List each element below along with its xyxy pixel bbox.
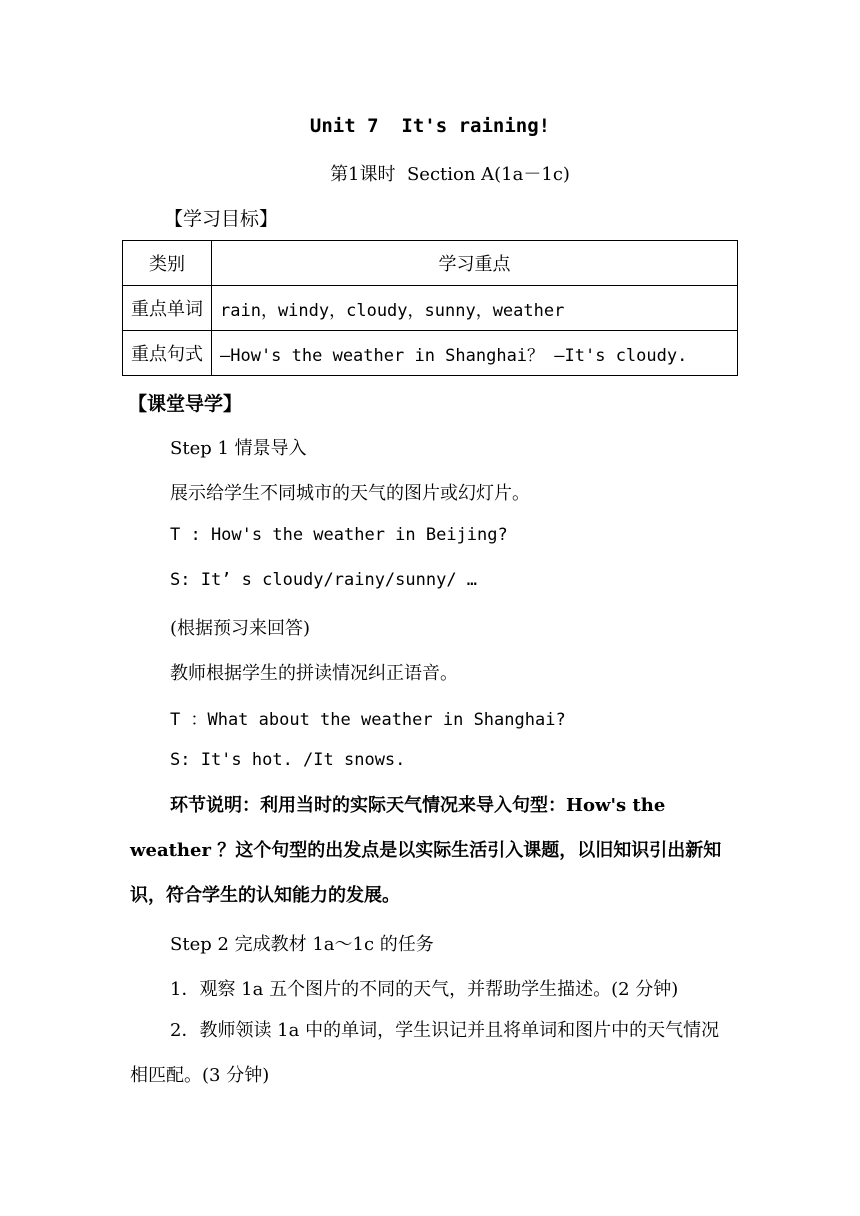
unit-title: Unit 7 It's raining! xyxy=(309,115,551,137)
lesson-subtitle: 第1课时 Section A(1a－1c) xyxy=(330,164,570,185)
step1-line: S: It's hot. /It snows. xyxy=(170,750,406,770)
step2-item: 2．教师领读 1a 中的单词，学生识记并且将单词和图片中的天气情况相匹配。(3 分钟) xyxy=(130,1020,720,1086)
step2-item: 1．观察 1a 五个图片的不同的天气，并帮助学生描述。(2 分钟) xyxy=(170,979,679,1000)
step1-line: (根据预习来回答) xyxy=(170,618,311,639)
step1-heading: Step 1 情景导入 xyxy=(170,438,307,459)
table-row xyxy=(123,331,738,376)
table-cell-category: 重点单词 xyxy=(123,286,212,331)
step1-line: 教师根据学生的拼读情况纠正语音。 xyxy=(170,663,458,684)
table-header-focus: 学习重点 xyxy=(212,241,738,286)
step1-note: 环节说明：利用当时的实际天气情况来导入句型：How's the weather ？这个句型的出发点是以实际生活引入课题，以旧知识引出新知识，符合学生的认知能力的发展。 xyxy=(130,795,722,906)
class-heading: 【课堂导学】 xyxy=(128,393,243,415)
step1-line: 展示给学生不同城市的天气的图片或幻灯片。 xyxy=(170,483,530,504)
step2-heading: Step 2 完成教材 1a～1c 的任务 xyxy=(170,934,434,955)
goals-heading: 【学习目标】 xyxy=(164,208,279,230)
table-cell-category: 重点句式 xyxy=(123,331,212,376)
table-cell-focus: rain，windy，cloudy，sunny，weather xyxy=(212,286,738,331)
table-row xyxy=(123,286,738,331)
step1-line: T ：What about the weather in Shanghai? xyxy=(170,710,566,730)
goals-table xyxy=(122,240,738,376)
table-header-category: 类别 xyxy=(123,241,212,286)
table-header-row xyxy=(123,241,738,286)
table-cell-focus: —How's the weather in Shanghai？ —It's cloudy. xyxy=(212,331,738,376)
step1-line: T : How's the weather in Beijing? xyxy=(170,525,508,545)
step1-line: S: It’ s cloudy/rainy/sunny/ … xyxy=(170,570,478,590)
